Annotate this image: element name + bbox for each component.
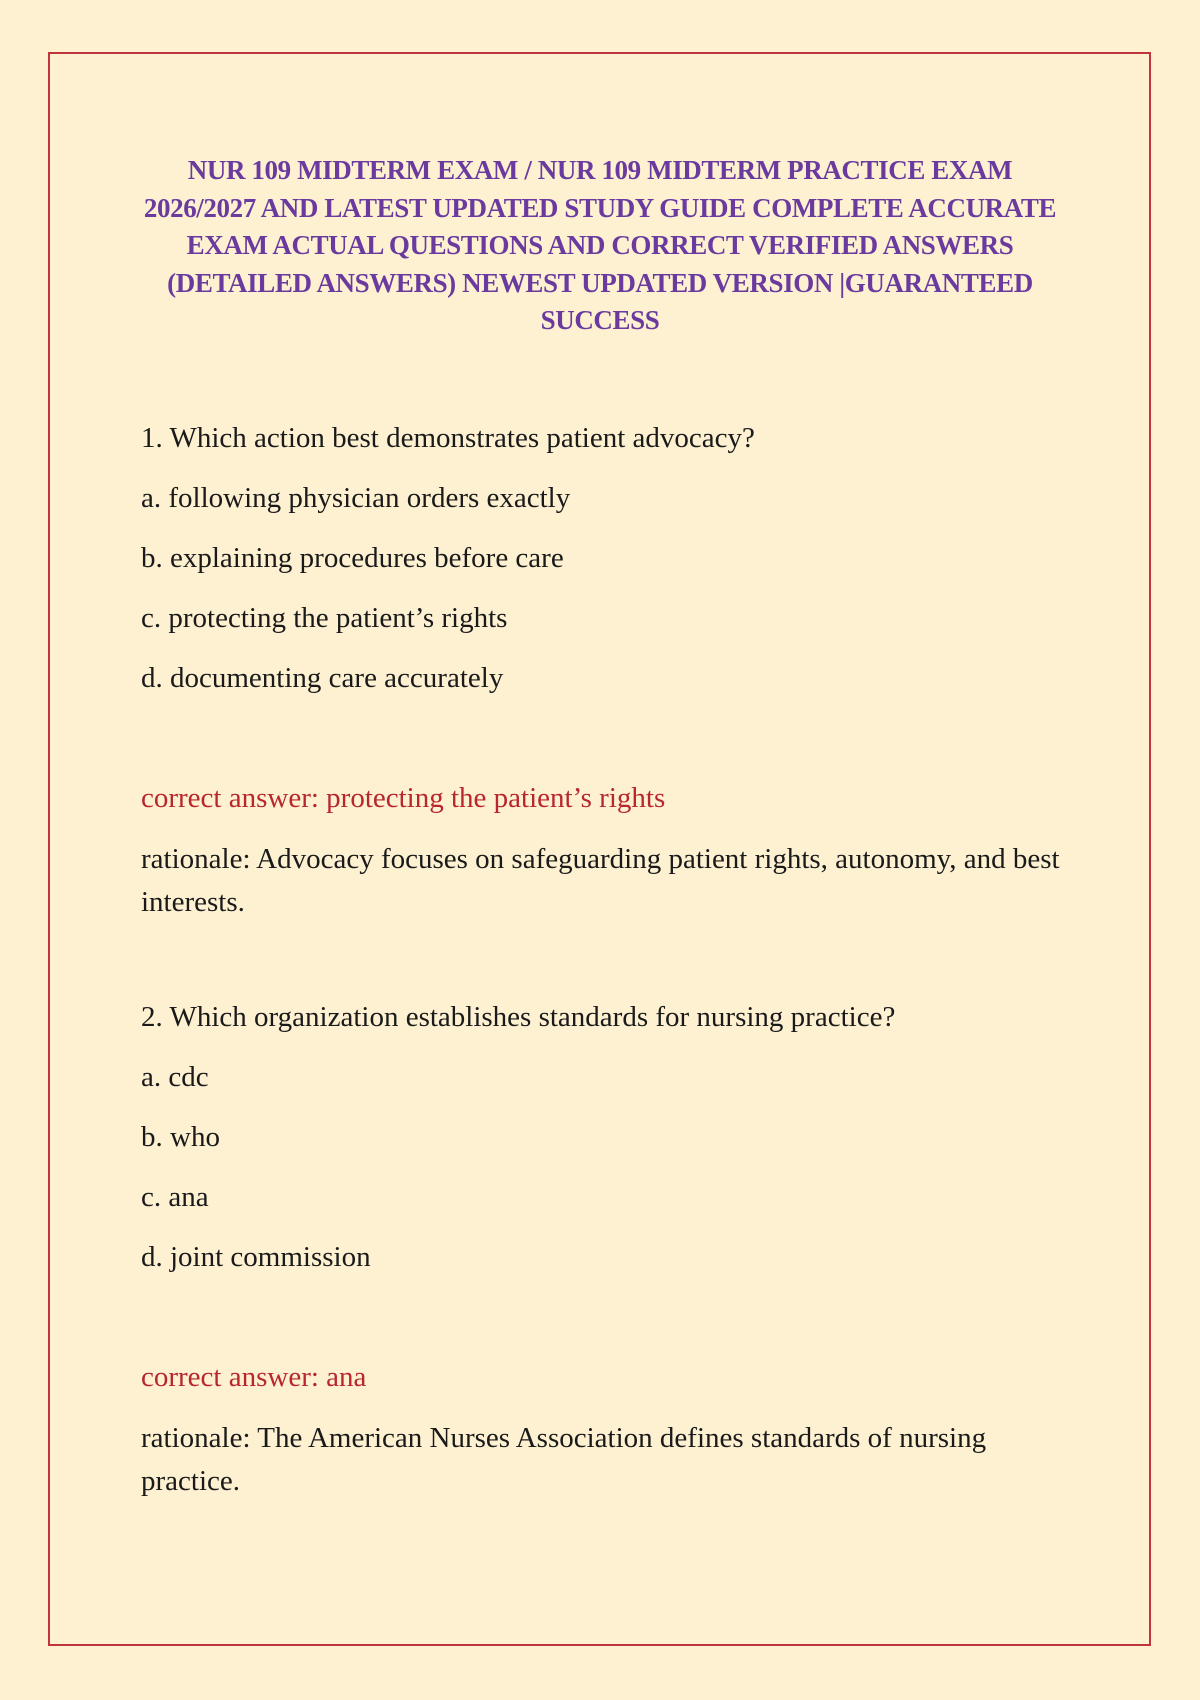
correct-answer: correct answer: ana: [141, 1361, 367, 1393]
rationale: rationale: The American Nurses Association defines standards of nursing practice.: [141, 1422, 987, 1497]
question-text: 1. Which action best demonstrates patient advocacy?: [141, 422, 755, 454]
option-d: d. documenting care accurately: [141, 662, 504, 694]
question-block-1: [141, 420, 1071, 924]
question-block-2: [141, 999, 1071, 1503]
rationale: rationale: Advocacy focuses on safeguarding patient rights, autonomy, and best interests.: [141, 843, 1060, 918]
question-text: 2. Which organization establishes standards for nursing practice?: [141, 1001, 896, 1033]
option-d: d. joint commission: [141, 1241, 371, 1273]
option-a: a. following physician orders exactly: [141, 482, 571, 514]
option-b: b. explaining procedures before care: [141, 542, 564, 574]
document-title: NUR 109 MIDTERM EXAM / NUR 109 MIDTERM PRACTICE EXAM 2026/2027 AND LATEST UPDATED STUDY GUIDE COMPLETE ACCURATE EXAM ACTUAL QUESTIONS AND CORRECT VERIFIED ANSWERS (DETAILED ANSWERS) NEWEST UPDATED VERSION |GUARANTEED SUCCESS: [143, 155, 1057, 335]
option-c: c. protecting the patient’s rights: [141, 602, 508, 634]
correct-answer: correct answer: protecting the patient’s rights: [141, 782, 666, 814]
option-a: a. cdc: [141, 1061, 209, 1093]
option-c: c. ana: [141, 1181, 209, 1213]
option-b: b. who: [141, 1121, 220, 1153]
